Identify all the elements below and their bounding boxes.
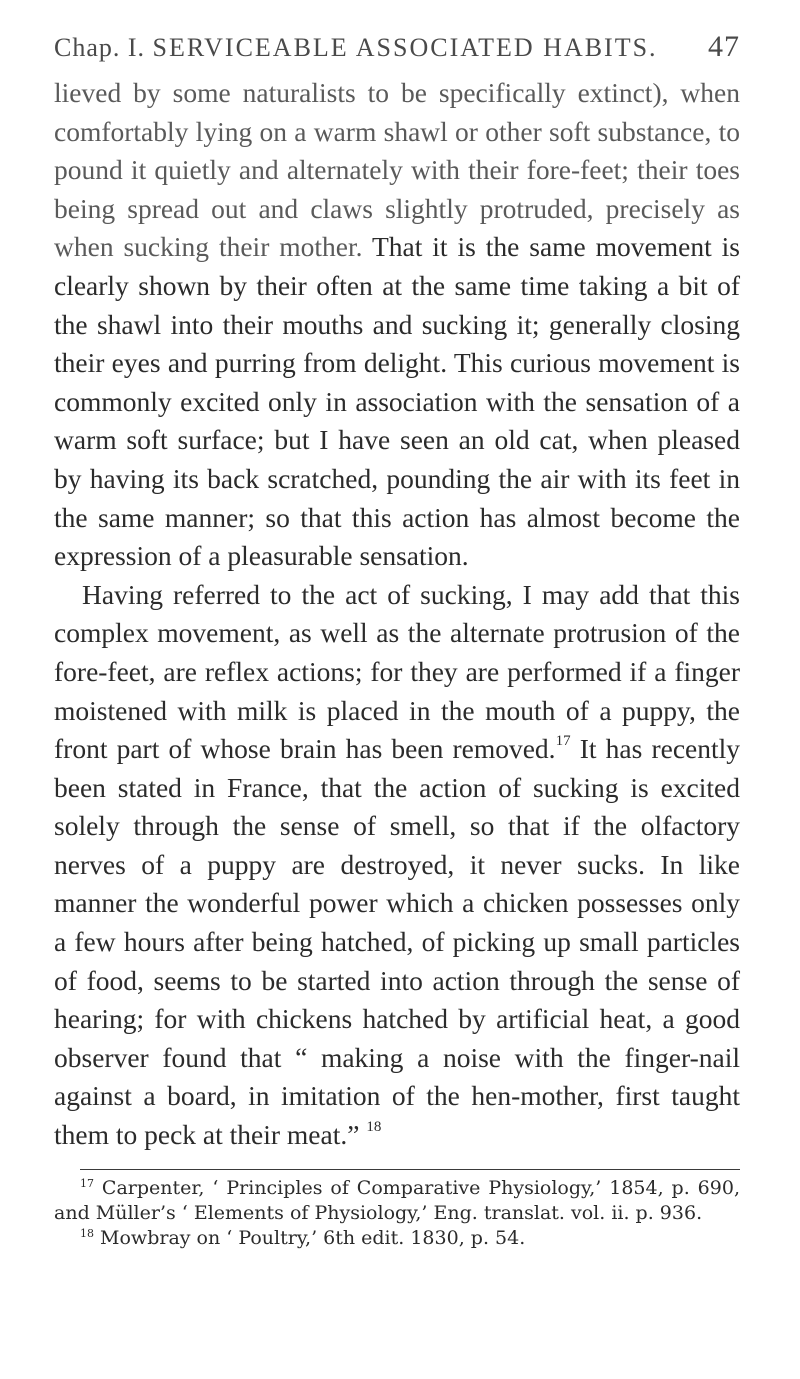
footnote-18-text: Mowbray on ‘ Poultry,’ 6th edit. 1830, p. 54. (94, 1226, 526, 1249)
footnote-mark-17: 17 (80, 1176, 94, 1190)
paragraph-1 (54, 74, 740, 576)
paragraph-2-text-b: It has recently been stated in France, that the action of sucking is excited solely through the sense of smell, so that if the olfactory nerves of a puppy are destroyed, it never sucks. In like manner the wonderful power which a chicken possesses only a few hours after being hatched, of picking up small particles of food, seems to be started into action through the sense of hearing; for with chickens hatched by artificial heat, a good observer found that “ making a noise with the finger-nail against a board, in imitation of the hen-mother, first taught them to peck at their meat.” (54, 733, 741, 1151)
footnotes (54, 1176, 740, 1251)
chapter-label: Chap. I. (54, 33, 146, 62)
running-head (54, 30, 740, 74)
footnote-ref-18: 18 (366, 1119, 382, 1136)
running-head-title (54, 33, 658, 63)
chapter-title: SERVICEABLE ASSOCIATED HABITS. (152, 33, 658, 62)
paragraph-1-text: That it is the same movement is clearly shown by their often at the same time taking a bit of the shawl into their mouths and sucking it; generally closing their eyes and purring from delight. This curious movement is commonly excited only in association with the sensation of a warm soft surface; but I have seen an old cat, when pleased by having its back scratched, pounding the air with its feet in the same manner; so that this action has almost become the expression of a pleasurable sensation. (54, 231, 741, 572)
book-page (54, 30, 740, 1251)
footnote-ref-17: 17 (555, 733, 571, 750)
page-number: 47 (708, 30, 740, 63)
paragraph-2 (54, 576, 740, 1155)
body-text (54, 74, 740, 1155)
footnote-mark-18: 18 (80, 1226, 94, 1240)
footnote-18 (54, 1226, 740, 1251)
footnote-17-text: Carpenter, ‘ Principles of Comparative Physiology,’ 1854, p. 690, and Müller’s ‘ Elements of Physiology,’ Eng. translat. vol. ii. p. 936. (54, 1176, 740, 1224)
footnote-rule (80, 1169, 740, 1170)
footnote-17 (54, 1176, 740, 1226)
paragraph-2-text-a: Having referred to the act of sucking, I may add that this complex movement, as well as the alternate protrusion of the fore-feet, are reflex actions; for they are performed if a finger moistened with milk is placed in the mouth of a puppy, the front part of whose brain has been removed. (54, 578, 740, 765)
paragraph-1-faded-text: lieved by some naturalists to be specifically extinct), when comfortably lying on a warm shawl or other soft substance, to pound it quietly and alternately with their fore-feet; their toes being spread out and claws slightly protruded, precisely as when sucking their mother. (54, 77, 740, 263)
